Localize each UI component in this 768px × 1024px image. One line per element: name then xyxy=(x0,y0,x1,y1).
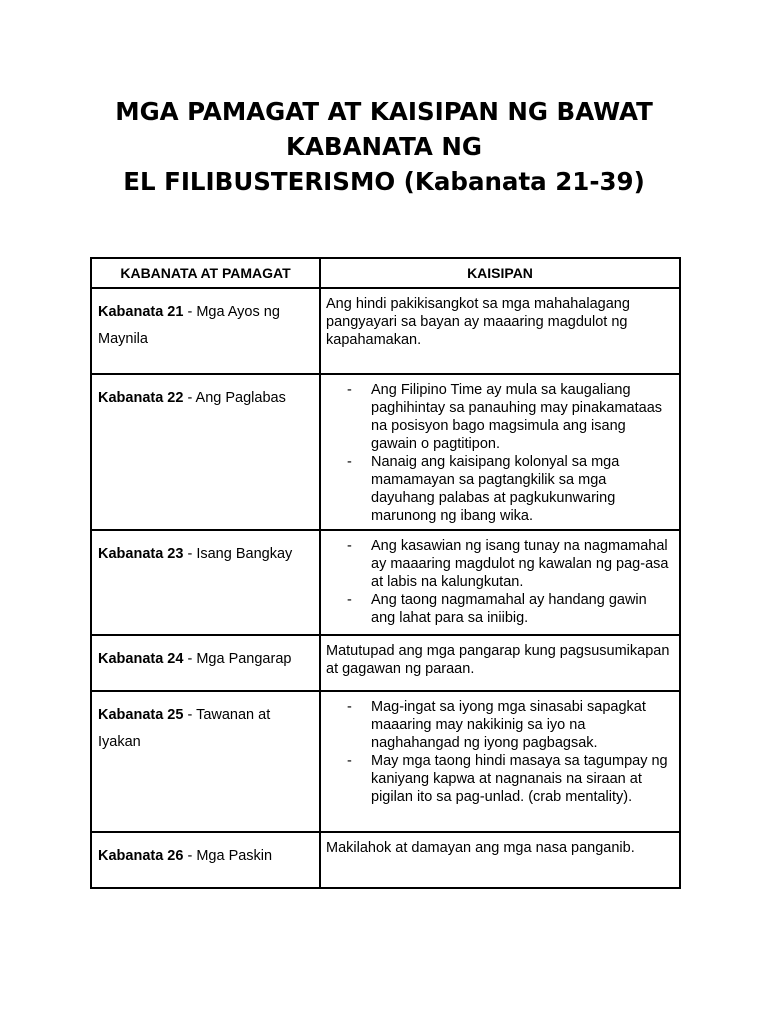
chapter-cell xyxy=(91,288,320,374)
chapter-title: Tawanan at Iyakan xyxy=(98,707,271,750)
chapter-title: Isang Bangkay xyxy=(196,546,293,562)
chapter-cell xyxy=(91,374,320,530)
kaisipan-cell xyxy=(320,288,680,374)
kaisipan-text: Matutupad ang mga pangarap kung pagsusumikapan at gagawan ng paraan. xyxy=(326,643,670,677)
chapter-title: Mga Ayos ng Maynila xyxy=(98,304,280,347)
table-row xyxy=(91,530,680,635)
kaisipan-list xyxy=(326,537,673,627)
chapter-number: Kabanata 23 xyxy=(98,546,184,562)
kaisipan-cell xyxy=(320,530,680,635)
chapter-separator: - xyxy=(183,304,197,320)
kaisipan-cell xyxy=(320,691,680,832)
chapter-separator: - xyxy=(183,651,197,667)
kaisipan-cell xyxy=(320,832,680,888)
list-item: - May mga taong hindi masaya sa tagumpay ng kaniyang kapwa at nagnanais na siraan at pigilan ito sa pag-unlad. (crab mentality). xyxy=(347,752,673,806)
chapter-number: Kabanata 25 xyxy=(98,707,184,723)
kaisipan-cell xyxy=(320,635,680,691)
kaisipan-text: Makilahok at damayan ang mga nasa panganib. xyxy=(326,840,635,856)
kaisipan-text: Ang hindi pakikisangkot sa mga mahahalagang pangyayari sa bayan ay maaaring magdulot ng kapahamakan. xyxy=(326,296,630,348)
chapter-title: Mga Pangarap xyxy=(196,651,292,667)
table-row xyxy=(91,691,680,832)
chapter-separator: - xyxy=(183,390,196,406)
chapter-separator: - xyxy=(183,546,197,562)
kaisipan-cell xyxy=(320,374,680,530)
title-line-1: MGA PAMAGAT AT KAISIPAN NG BAWAT xyxy=(115,97,653,126)
chapter-title: Mga Paskin xyxy=(196,848,273,864)
chapter-number: Kabanata 26 xyxy=(98,848,184,864)
kaisipan-list xyxy=(326,381,673,525)
table-row xyxy=(91,288,680,374)
header-kabanata: KABANATA AT PAMAGAT xyxy=(91,258,320,288)
chapter-separator: - xyxy=(183,707,197,723)
chapter-cell xyxy=(91,832,320,888)
table-row xyxy=(91,832,680,888)
list-item: - Nanaig ang kaisipang kolonyal sa mga mamamayan sa pagtangkilik sa mga dayuhang palabas at pagkukunwaring marunong ng ibang wika. xyxy=(347,453,673,525)
chapters-table xyxy=(90,257,681,889)
chapter-cell xyxy=(91,635,320,691)
table-row xyxy=(91,635,680,691)
chapter-number: Kabanata 21 xyxy=(98,304,184,320)
chapter-number: Kabanata 22 xyxy=(98,390,184,406)
header-kaisipan: KAISIPAN xyxy=(320,258,680,288)
list-item: - Ang Filipino Time ay mula sa kaugaliang paghihintay sa panauhing may pinakamataas na posisyon bago magsimula ang isang gawain o pagtitipon. xyxy=(347,381,673,453)
title-line-2: KABANATA NG xyxy=(285,132,483,161)
chapter-number: Kabanata 24 xyxy=(98,651,184,667)
chapter-cell xyxy=(91,530,320,635)
kaisipan-list xyxy=(326,698,673,806)
list-item: - Mag-ingat sa iyong mga sinasabi sapagkat maaaring may nakikinig sa iyo na naghahangad ng iyong pagbagsak. xyxy=(347,698,673,752)
list-item: - Ang kasawian ng isang tunay na nagmamahal ay maaaring magdulot ng kawalan ng pag-asa at labis na kalungkutan. xyxy=(347,537,673,591)
chapter-separator: - xyxy=(183,848,197,864)
list-item: - Ang taong nagmamahal ay handang gawin ang lahat para sa iniibig. xyxy=(347,591,673,627)
title-line-3: EL FILIBUSTERISMO (Kabanata 21-39) xyxy=(123,167,645,196)
document-title xyxy=(0,94,768,199)
table-row xyxy=(91,374,680,530)
chapter-title: Ang Paglabas xyxy=(195,390,286,406)
table-header-row xyxy=(91,258,680,288)
chapter-cell xyxy=(91,691,320,832)
